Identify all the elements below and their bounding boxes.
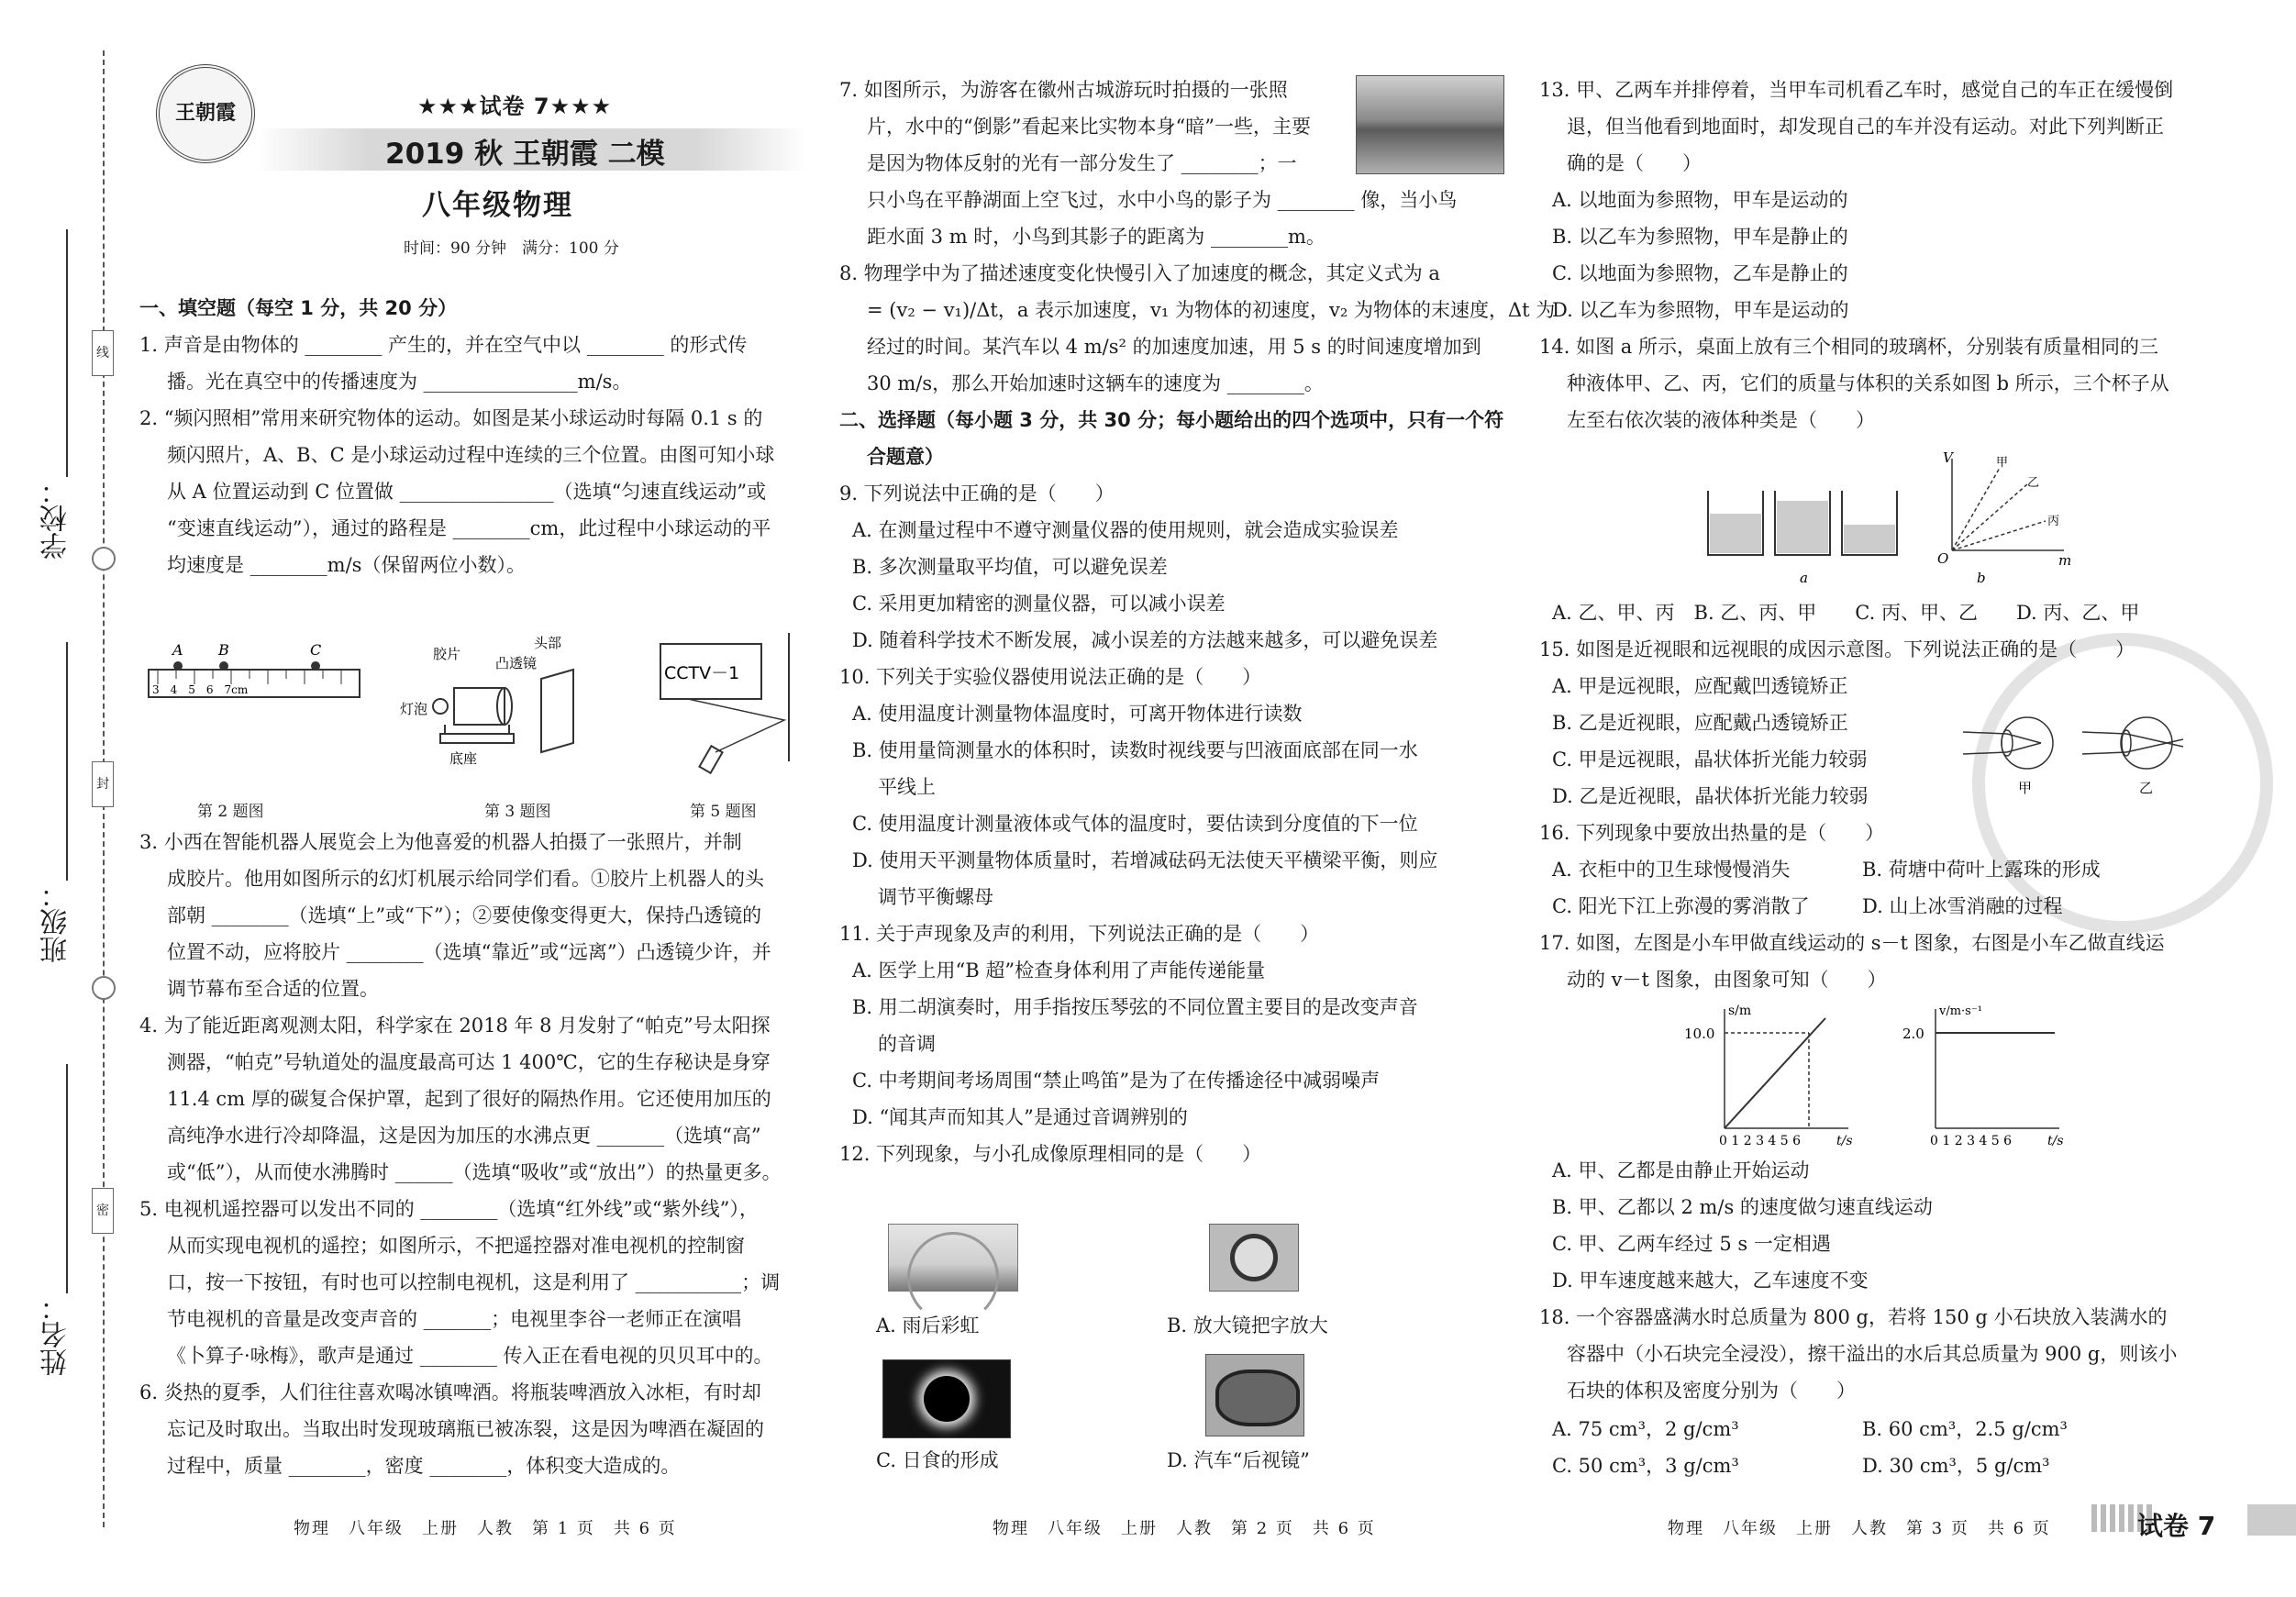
tv-figure [660, 633, 789, 773]
beakers [1708, 491, 1897, 555]
q4-line1: 4. 为了能近距离观测太阳，科学家在 2018 年 8 月发射了“帕克”号太阳探 [139, 1015, 771, 1037]
ball-c [311, 661, 320, 671]
q3-line1: 3. 小西在智能机器人展览会上为他喜爱的机器人拍摄了一张照片，并制 [139, 831, 742, 853]
q6-line1: 6. 炎热的夏季，人们往往喜欢喝冰镇啤酒。将瓶装啤酒放入冰柜，有时却 [139, 1381, 761, 1403]
binding-mark-xian: 线 [92, 330, 114, 376]
q18-opt-c[interactable]: C. 50 cm³，3 g/cm³ [1552, 1455, 1739, 1477]
paper-badge: ★★★试卷 7★★★ [417, 94, 613, 119]
q17-opt-d[interactable]: D. 甲车速度越来越大，乙车速度不变 [1552, 1270, 1869, 1292]
photo-magnifier[interactable] [1209, 1224, 1299, 1292]
q12-opt-c[interactable]: C. 日食的形成 [876, 1449, 999, 1471]
q4-line2: 测器，“帕克”号轨道处的温度最高可达 1 400℃，它的生存秘诀是身穿 [167, 1051, 771, 1073]
eye-label-jia: 甲 [2018, 780, 2033, 796]
q12-opt-b[interactable]: B. 放大镜把字放大 [1167, 1314, 1328, 1336]
q13-opt-a[interactable]: A. 以地面为参照物，甲车是运动的 [1552, 189, 1848, 211]
q13-opt-c[interactable]: C. 以地面为参照物，乙车是静止的 [1552, 262, 1848, 284]
school-blank[interactable] [66, 229, 68, 477]
q17-opt-b[interactable]: B. 甲、乙都以 2 m/s 的速度做匀速直线运动 [1552, 1196, 1933, 1218]
binding-mark-feng: 封 [92, 761, 114, 807]
q14-line1: 14. 如图 a 所示，桌面上放有三个相同的玻璃杯，分别装有质量相同的三 [1539, 336, 2158, 358]
q12-stem: 12. 下列现象，与小孔成像原理相同的是（ ） [839, 1143, 1262, 1165]
q9-opt-a[interactable]: A. 在测量过程中不遵守测量仪器的使用规则，就会造成实验误差 [852, 519, 1399, 541]
section-choice: 二、选择题（每小题 3 分，共 30 分；每小题给出的四个选项中，只有一个符 [839, 409, 1504, 431]
projector-figure [433, 670, 573, 752]
q3-line2: 成胶片。他用如图所示的幻灯机展示给同学们看。①胶片上机器人的头 [167, 868, 764, 890]
paper-title: 2019 秋 王朝霞 二模 [385, 138, 665, 171]
label-lens: 凸透镜 [495, 655, 538, 671]
fig14-axis-m: m [2058, 552, 2072, 569]
q7-line2: 片，水中的“倒影”看起来比实物本身“暗”一些，主要 [867, 116, 1311, 138]
q11-stem: 11. 关于声现象及声的利用，下列说法正确的是（ ） [839, 923, 1320, 945]
q10-opt-c[interactable]: C. 使用温度计测量液体或气体的温度时，要估读到分度值的下一位 [852, 813, 1418, 835]
vt-xlabel: t/s [2047, 1134, 2064, 1147]
name-blank[interactable] [66, 1064, 68, 1293]
binding-mark-mi: 密 [92, 1188, 114, 1234]
logo-seal [156, 64, 255, 163]
label-c: C [310, 641, 322, 659]
q17-line1: 17. 如图，左图是小车甲做直线运动的 s－t 图象，右图是小车乙做直线运 [1539, 932, 2165, 954]
q14-line2: 种液体甲、乙、丙，它们的质量与体积的关系如图 b 所示，三个杯子从 [1567, 372, 2169, 394]
st-yval: 10.0 [1684, 1026, 1715, 1042]
label-base: 底座 [449, 750, 478, 767]
q5-line3: 口，按一下按钮，有时也可以控制电视机，这是利用了 ___________；调 [167, 1271, 781, 1293]
figure-q17 [1679, 1000, 2082, 1147]
q14-line3: 左至右依次装的液体种类是（ ） [1567, 409, 1875, 431]
q9-opt-d[interactable]: D. 随着科学技术不断发展，减小误差的方法越来越多，可以避免误差 [852, 629, 1438, 651]
q18-line2: 容器中（小石块完全浸没），擦干溢出的水后其总质量为 900 g，则该小 [1567, 1343, 2178, 1365]
name-label: 姓名： [40, 1293, 72, 1376]
section-choice-cont: 合题意） [867, 446, 944, 468]
fig14-label-a: a [1800, 570, 1808, 586]
fig14-origin: O [1937, 550, 1949, 567]
st-graph [1725, 1009, 1848, 1128]
paper-subtitle: 八年级物理 [422, 189, 573, 222]
q18-opt-d[interactable]: D. 30 cm³，5 g/cm³ [1862, 1455, 2050, 1477]
q7-line5: 距水面 3 m 时，小鸟到其影子的距离为 ________m。 [867, 226, 1325, 248]
q11-opt-b-cont: 的音调 [878, 1033, 936, 1055]
q5-line4: 节电视机的音量是改变声音的 _______；电视里李谷一老师正在演唱 [167, 1308, 742, 1330]
fig14-line-bing: 丙 [2047, 515, 2060, 528]
page1-block2 [139, 824, 800, 1484]
q12-opt-a[interactable]: A. 雨后彩虹 [876, 1314, 980, 1336]
q13-opt-b[interactable]: B. 以乙车为参照物，甲车是静止的 [1552, 226, 1848, 248]
q10-opt-d[interactable]: D. 使用天平测量物体质量时，若增减砝码无法使天平横梁平衡，则应 [852, 849, 1438, 871]
q16-opt-c[interactable]: C. 阳光下江上弥漫的雾消散了 [1552, 895, 1810, 917]
corner-paper-tag: 试卷 7 [2137, 1511, 2216, 1541]
label-b: B [218, 641, 229, 659]
photo-eclipse[interactable] [882, 1359, 1011, 1438]
mv-graph [1952, 459, 2064, 550]
q2-line3: 从 A 位置运动到 C 位置做 ________________（选填“匀速直线运动”或 [167, 481, 767, 503]
section-fill-blank: 一、填空题（每空 1 分，共 20 分） [139, 297, 458, 319]
vt-graph [1936, 1009, 2059, 1128]
q4-line5: 或“低”），从而使水沸腾时 ______（选填“吸收”或“放出”）的热量更多。 [167, 1161, 782, 1183]
q10-opt-b-cont: 平线上 [878, 776, 936, 798]
q7-line1: 7. 如图所示，为游客在徽州古城游玩时拍摄的一张照 [839, 79, 1288, 101]
q15-opt-d[interactable]: D. 乙是近视眼，晶状体折光能力较弱 [1552, 785, 1869, 807]
q13-line2: 退，但当他看到地面时，却发现自己的车并没有运动。对此下列判断正 [1567, 116, 2164, 138]
q9-opt-c[interactable]: C. 采用更加精密的测量仪器，可以减小误差 [852, 593, 1226, 615]
fig14-label-b: b [1977, 570, 1986, 586]
q13-opt-d[interactable]: D. 以乙车为参照物，甲车是运动的 [1552, 299, 1849, 321]
page3-block1 [1539, 72, 2200, 438]
fig14-axis-v: V [1943, 449, 1953, 466]
footer-page3: 物理 八年级 上册 人教 第 3 页 共 6 页 [1668, 1519, 2051, 1538]
figure-eyes [1963, 706, 2202, 798]
q15-stem: 15. 如图是近视眼和远视眼的成因示意图。下列说法正确的是（ ） [1539, 638, 2135, 660]
q9-opt-b[interactable]: B. 多次测量取平均值，可以避免误差 [852, 556, 1168, 578]
q14-options[interactable]: A. 乙、甲、丙 B. 乙、丙、甲 C. 丙、甲、乙 D. 丙、乙、甲 [1552, 602, 2140, 624]
q15-opt-c[interactable]: C. 甲是远视眼，晶状体折光能力较弱 [1552, 749, 1868, 771]
class-blank[interactable] [66, 642, 68, 881]
q3-line4: 位置不动，应将胶片 ________（选填“靠近”或“远离”）凸透镜少许，并 [167, 941, 771, 963]
q13-line3: 确的是（ ） [1567, 152, 1702, 174]
q7-line4: 只小鸟在平静湖面上空飞过，水中小鸟的影子为 ________ 像，当小鸟 [867, 189, 1458, 211]
footer-page1: 物理 八年级 上册 人教 第 1 页 共 6 页 [294, 1519, 677, 1538]
q8-line3: 经过的时间。某汽车以 4 m/s² 的加速度加速，用 5 s 的时间速度增加到 [867, 336, 1481, 358]
caption-q3: 第 3 题图 [484, 803, 551, 821]
footer-page2: 物理 八年级 上册 人教 第 2 页 共 6 页 [993, 1519, 1376, 1538]
q1-line2: 播。光在真空中的传播速度为 ________________m/s。 [167, 371, 632, 393]
st-ylabel: s/m [1728, 1004, 1752, 1018]
q16-opt-d[interactable]: D. 山上冰雪消融的过程 [1862, 895, 2063, 917]
q1-line1: 1. 声音是由物体的 ________ 产生的，并在空气中以 ________ 的形式传 [139, 334, 748, 356]
q12-opt-d[interactable]: D. 汽车“后视镜” [1167, 1449, 1310, 1471]
q17-opt-c[interactable]: C. 甲、乙两车经过 5 s 一定相遇 [1552, 1233, 1831, 1255]
photo-rainbow[interactable] [888, 1224, 1018, 1292]
q4-line3: 11.4 cm 厚的碳复合保护罩，起到了很好的隔热作用。它还使用加压的 [167, 1088, 771, 1110]
q4-line4: 高纯净水进行冷却降温，这是因为加压的水沸点更 _______（选填“高” [167, 1125, 761, 1147]
q2-line4: “变速直线运动”），通过的路程是 ________cm，此过程中小球运动的平 [167, 517, 771, 539]
st-xlabel: t/s [1836, 1134, 1853, 1147]
q3-line5: 调节幕布至合适的位置。 [167, 978, 379, 1000]
q5-line1: 5. 电视机遥控器可以发出不同的 ________（选填“红外线”或“紫外线”）， [139, 1198, 759, 1220]
q17-line2: 动的 v－t 图象，由图象可知（ ） [1567, 969, 1887, 991]
eye-label-yi: 乙 [2139, 780, 2154, 796]
label-head: 头部 [534, 635, 562, 651]
q16-opt-a[interactable]: A. 衣柜中的卫生球慢慢消失 [1552, 859, 1791, 881]
q9-stem: 9. 下列说法中正确的是（ ） [839, 482, 1115, 505]
q18-line1: 18. 一个容器盛满水时总质量为 800 g，若将 150 g 小石块放入装满水的 [1539, 1306, 2168, 1328]
label-a: A [172, 641, 183, 659]
logo-text: 王朝霞 [174, 101, 236, 125]
q6-line2: 忘记及时取出。当取出时发现玻璃瓶已被冻裂，这是因为啤酒在凝固的 [167, 1418, 764, 1440]
caption-q2: 第 2 题图 [197, 803, 264, 821]
school-label: 学校： [40, 477, 72, 560]
q17-opt-a[interactable]: A. 甲、乙都是由静止开始运动 [1552, 1159, 1810, 1181]
vt-ylabel: v/m·s⁻¹ [1939, 1004, 1982, 1018]
page1-block1 [139, 290, 800, 583]
binding-hole [92, 547, 116, 571]
q7-line3: 是因为物体反射的光有一部分发生了 ________；一 [867, 152, 1297, 174]
q5-line2: 从而实现电视机的遥控；如图所示，不把遥控器对准电视机的控制窗 [167, 1235, 745, 1257]
page1-figures [138, 633, 798, 789]
q10-stem: 10. 下列关于实验仪器使用说法正确的是（ ） [839, 666, 1262, 688]
fig14-line-yi: 乙 [2027, 476, 2040, 490]
q2-line1: 2. “频闪照相”常用来研究物体的运动。如图是某小球运动时每隔 0.1 s 的 [139, 407, 763, 429]
figure-q14 [1697, 440, 2082, 596]
q2-line5: 均速度是 ________m/s（保留两位小数）。 [167, 554, 526, 576]
label-lamp: 灯泡 [400, 701, 428, 717]
q2-line2: 频闪照片，A、B、C 是小球运动过程中连续的三个位置。由图可知小球 [167, 444, 775, 466]
q18-line3: 石块的体积及密度分别为（ ） [1567, 1380, 1856, 1402]
ruler-ticks: 3 4 5 6 7cm [152, 683, 249, 696]
q5-line5: 《卜算子·咏梅》，歌声是通过 ________ 传入正在看电视的贝贝耳中的。 [167, 1345, 773, 1367]
q8-line4: 30 m/s，那么开始加速时这辆车的速度为 ________。 [867, 372, 1324, 394]
q8-line1: 8. 物理学中为了描述速度变化快慢引入了加速度的概念，其定义式为 a [839, 262, 1440, 284]
q10-opt-a[interactable]: A. 使用温度计测量物体温度时，可离开物体进行读数 [852, 703, 1303, 725]
q10-opt-b[interactable]: B. 使用量筒测量水的体积时，读数时视线要与凹液面底部在同一水 [852, 739, 1418, 761]
page3-block3 [1539, 925, 2200, 998]
q11-opt-c[interactable]: C. 中考期间考场周围“禁止鸣笛”是为了在传播途径中减弱噪声 [852, 1070, 1381, 1092]
fig14-line-jia: 甲 [1996, 456, 2009, 470]
q6-line3: 过程中，质量 ________，密度 ________，体积变大造成的。 [167, 1455, 681, 1477]
q18-opt-a[interactable]: A. 75 cm³，2 g/cm³ [1552, 1418, 1739, 1440]
q8-line2: = (v₂ − v₁)/Δt，a 表示加速度，v₁ 为物体的初速度，v₂ 为物体的末速度，Δt 为 [867, 299, 1556, 321]
q11-opt-d[interactable]: D. “闻其声而知其人”是通过音调辨别的 [852, 1106, 1188, 1128]
vt-yval: 2.0 [1902, 1026, 1924, 1042]
st-xticks: 0 1 2 3 4 5 6 [1719, 1134, 1802, 1147]
binding-hole [92, 976, 116, 1000]
page2-block1 [839, 72, 1556, 1172]
vt-xticks: 0 1 2 3 4 5 6 [1930, 1134, 2013, 1147]
q15-opt-a[interactable]: A. 甲是远视眼，应配戴凹透镜矫正 [1552, 675, 1848, 697]
tv-label: CCTV－1 [664, 663, 740, 683]
label-film: 胶片 [433, 646, 461, 662]
q3-line3: 部朝 ________（选填“上”或“下”）；②要使像变得更大，保持凸透镜的 [167, 904, 762, 926]
q10-opt-d-cont: 调节平衡螺母 [878, 886, 993, 908]
page3-block4 [1539, 1152, 2200, 1409]
caption-q5: 第 5 题图 [690, 803, 757, 821]
q16-opt-b[interactable]: B. 荷塘中荷叶上露珠的形成 [1862, 859, 2101, 881]
q15-opt-b[interactable]: B. 乙是近视眼，应配戴凸透镜矫正 [1552, 712, 1848, 734]
ball-b [219, 661, 228, 671]
q18-opt-b[interactable]: B. 60 cm³，2.5 g/cm³ [1862, 1418, 2068, 1440]
q13-line1: 13. 甲、乙两车并排停着，当甲车司机看乙车时，感觉自己的车正在缓慢倒 [1539, 79, 2174, 101]
q11-opt-b[interactable]: B. 用二胡演奏时，用手指按压琴弦的不同位置主要目的是改变声音 [852, 996, 1418, 1018]
corner-band [2247, 1504, 2296, 1536]
q11-opt-a[interactable]: A. 医学上用“B 超”检查身体利用了声能传递能量 [852, 959, 1266, 981]
class-label: 班级： [40, 881, 72, 963]
q16-stem: 16. 下列现象中要放出热量的是（ ） [1539, 822, 1885, 844]
ball-a [173, 661, 183, 671]
paper-meta: 时间：90 分钟 满分：100 分 [404, 239, 619, 258]
photo-rearview-mirror[interactable] [1205, 1354, 1304, 1436]
